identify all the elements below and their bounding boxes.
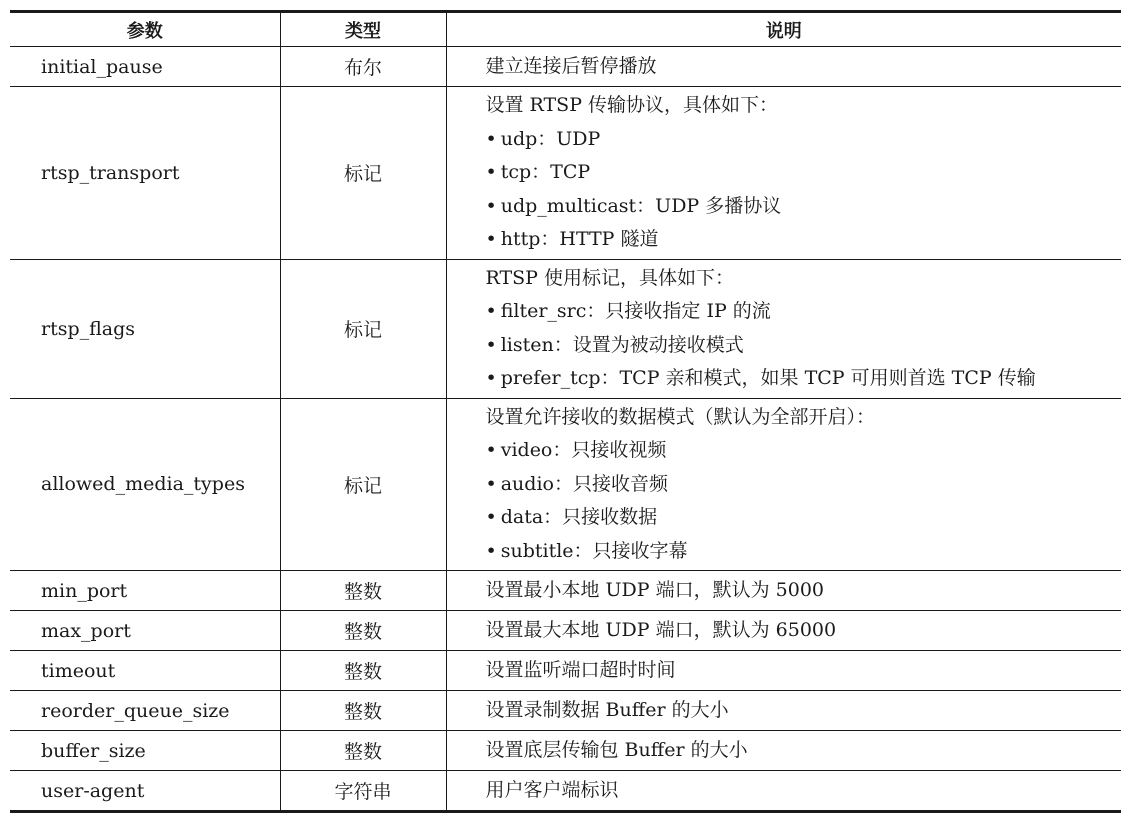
param-type: 整数 [280, 571, 446, 611]
param-description [446, 771, 1121, 812]
param-description [446, 611, 1121, 651]
description-bullet: • udp_multicast：UDP 多播协议 [486, 190, 1122, 224]
param-description [446, 651, 1121, 691]
description-bullet: • filter_src：只接收指定 IP 的流 [486, 295, 1122, 329]
table-row [10, 259, 1121, 398]
param-type: 标记 [280, 87, 446, 260]
param-description [446, 398, 1121, 571]
param-type: 布尔 [280, 47, 446, 87]
description-bullet: • tcp：TCP [486, 156, 1122, 190]
param-type: 整数 [280, 651, 446, 691]
param-description [446, 731, 1121, 771]
description-bullet: • data：只接收数据 [486, 501, 1122, 535]
description-bullet: • listen：设置为被动接收模式 [486, 329, 1122, 363]
param-type: 字符串 [280, 771, 446, 812]
table-row [10, 611, 1121, 651]
description-line: 设置监听端口超时时间 [485, 658, 676, 681]
table-row [10, 731, 1121, 771]
param-name: timeout [10, 651, 280, 691]
param-type: 整数 [280, 691, 446, 731]
param-name: min_port [10, 571, 280, 611]
param-type: 整数 [280, 611, 446, 651]
table-row [10, 398, 1121, 571]
param-description [446, 87, 1121, 260]
description-bullet: • prefer_tcp：TCP 亲和模式，如果 TCP 可用则首选 TCP 传输 [486, 362, 1122, 396]
param-description [446, 259, 1121, 398]
description-line: 建立连接后暂停播放 [485, 54, 657, 77]
table-row [10, 87, 1121, 260]
param-name: reorder_queue_size [10, 691, 280, 731]
description-line: 设置最大本地 UDP 端口，默认为 65000 [485, 618, 837, 641]
header-type: 类型 [280, 12, 446, 47]
param-name: user-agent [10, 771, 280, 812]
table-header-row [10, 12, 1121, 47]
description-bullet: • audio：只接收音频 [486, 468, 1122, 502]
description-bullet: • http：HTTP 隧道 [486, 223, 1122, 257]
param-type: 标记 [280, 398, 446, 571]
param-name: max_port [10, 611, 280, 651]
table-row [10, 571, 1121, 611]
description-line: 设置最小本地 UDP 端口，默认为 5000 [485, 578, 825, 601]
param-type: 整数 [280, 731, 446, 771]
table-row [10, 47, 1121, 87]
param-description [446, 47, 1121, 87]
description-bullet: • udp：UDP [486, 123, 1122, 157]
param-description [446, 571, 1121, 611]
description-bullet: • subtitle：只接收字幕 [486, 535, 1122, 569]
table-row [10, 771, 1121, 812]
param-description [446, 691, 1121, 731]
table-row [10, 691, 1121, 731]
param-name: initial_pause [10, 47, 280, 87]
description-line: 设置底层传输包 Buffer 的大小 [485, 738, 748, 761]
description-line: 用户客户端标识 [485, 778, 619, 801]
description-line: 设置 RTSP 传输协议，具体如下： [485, 94, 779, 116]
header-desc: 说明 [446, 12, 1121, 47]
param-name: allowed_media_types [10, 398, 280, 571]
description-line: RTSP 使用标记，具体如下： [485, 266, 734, 289]
param-name: rtsp_transport [10, 87, 280, 260]
param-name: rtsp_flags [10, 259, 280, 398]
description-line: 设置允许接收的数据模式（默认为全部开启）： [485, 405, 876, 428]
param-name: buffer_size [10, 731, 280, 771]
header-param: 参数 [126, 20, 163, 42]
param-type: 标记 [280, 259, 446, 398]
rtsp-options-table [10, 10, 1121, 813]
options-table-container [10, 10, 1121, 813]
description-line: 设置录制数据 Buffer 的大小 [485, 698, 729, 721]
table-row [10, 651, 1121, 691]
description-bullet: • video：只接收视频 [486, 434, 1122, 468]
